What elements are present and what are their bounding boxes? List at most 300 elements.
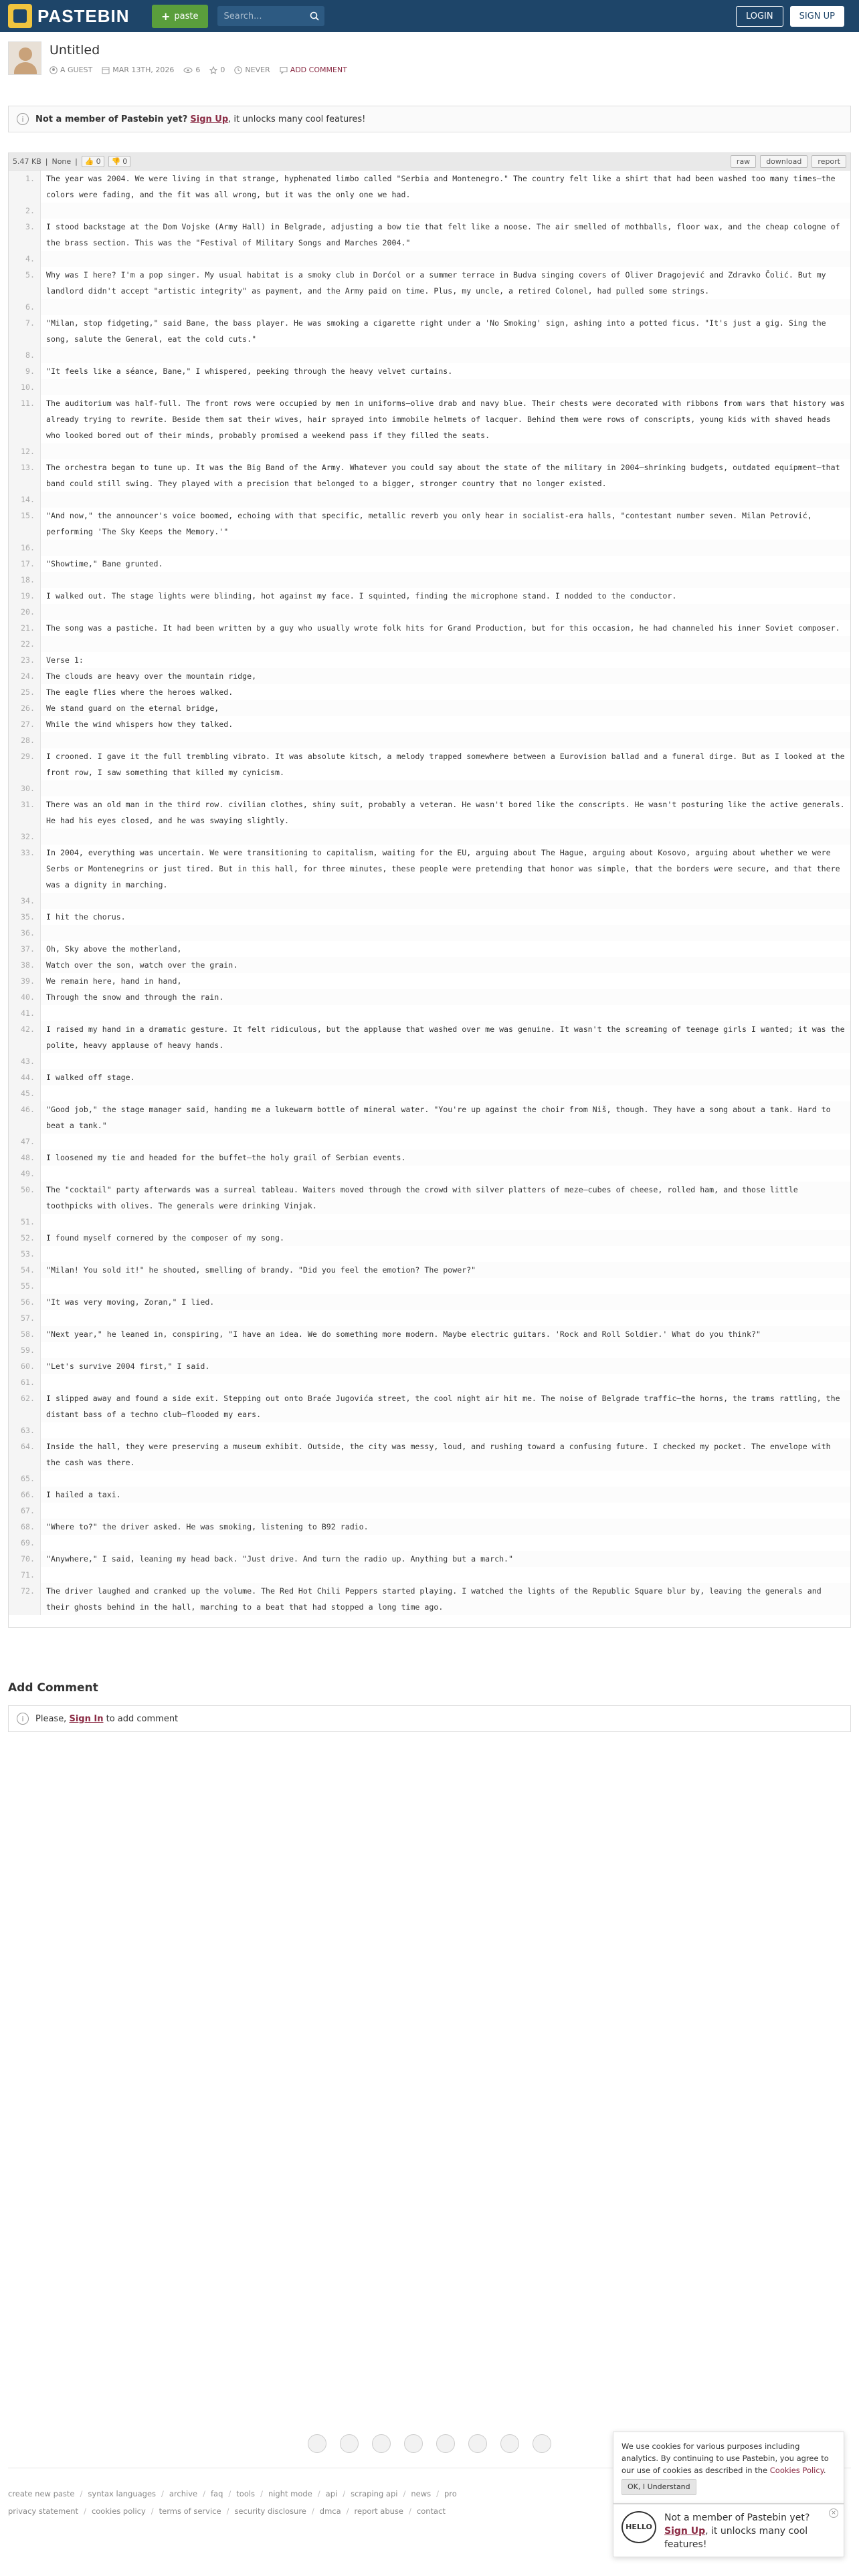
code-line [9, 572, 850, 588]
footer-separator: / [80, 2489, 83, 2498]
line-text [41, 1503, 850, 1519]
line-text: The driver laughed and cranked up the volume. The Red Hot Chili Peppers started playing. I watched the lights of the Republic Square blur by, leaving the generals and their ghosts behind in the hall, marching to a beat that had stopped a long time ago. [41, 1583, 850, 1615]
line-text [41, 636, 850, 652]
code-line [9, 925, 850, 941]
code-line [9, 668, 850, 684]
line-text: "It was very moving, Zoran," I lied. [41, 1294, 850, 1310]
report-button[interactable]: report [812, 155, 846, 168]
line-text: I hit the chorus. [46, 912, 126, 922]
line-number: 61. [9, 1374, 41, 1390]
signin-text [35, 1714, 178, 1724]
add-comment-link[interactable] [280, 66, 347, 74]
code-line [9, 379, 850, 395]
line-text: I hailed a taxi. [41, 1487, 850, 1503]
line-number: 16. [9, 540, 41, 556]
star-icon [209, 66, 217, 74]
line-number: 64. [9, 1438, 41, 1471]
avatar [8, 41, 41, 75]
code-line [9, 620, 850, 636]
code-line [9, 716, 850, 732]
line-number: 51. [9, 1214, 41, 1230]
line-text: I loosened my tie and headed for the buffet—the holy grail of Serbian events. [41, 1150, 850, 1166]
line-text [41, 1005, 850, 1021]
footer-link[interactable]: contact [416, 2506, 446, 2516]
footer-link[interactable]: create new paste [8, 2489, 75, 2498]
post-meta [50, 66, 347, 74]
line-number: 39. [9, 973, 41, 989]
footer-separator: / [226, 2506, 229, 2516]
line-text: I found myself cornered by the composer of my song. [41, 1230, 850, 1246]
footer-separator: / [436, 2489, 439, 2498]
signin-suffix: to add comment [106, 1713, 179, 1724]
cookie-accept-button[interactable]: OK, I Understand [622, 2479, 696, 2495]
footer-link[interactable]: api [325, 2489, 338, 2498]
line-number: 44. [9, 1069, 41, 1085]
eye-icon [183, 66, 193, 74]
line-text: I slipped away and found a side exit. Stepping out onto Braće Jugovića street, the cool night air hit me. The noise of Belgrade traffic—the horns, the trams rattling, the distant bass of a techno club—flooded my ears. [41, 1390, 850, 1422]
signin-prefix: Please, [35, 1713, 67, 1724]
line-text [41, 251, 850, 267]
line-number: 67. [9, 1503, 41, 1519]
code-line [9, 588, 850, 604]
code-line [9, 1487, 850, 1503]
code-line [9, 556, 850, 572]
footer-link[interactable]: news [411, 2489, 432, 2498]
line-number: 30. [9, 780, 41, 796]
footer-separator: / [343, 2489, 346, 2498]
signup-notice [8, 106, 851, 132]
code-line [9, 1262, 850, 1278]
expiry-meta [234, 66, 270, 74]
promo-text [664, 2511, 836, 2550]
paste-size: 5.47 KB [13, 157, 41, 166]
cookie-text: We use cookies for various purposes including analytics. By continuing to use Pastebin, you agree to our use of cookies as described in the [622, 2442, 829, 2475]
code-line [9, 1150, 850, 1166]
footer-separator: / [84, 2506, 86, 2516]
code-line [9, 508, 850, 540]
code-line [9, 492, 850, 508]
line-number: 20. [9, 604, 41, 620]
safari-extension-icon[interactable] [533, 2434, 551, 2453]
footer-link[interactable]: archive [169, 2489, 198, 2498]
info-icon: i [17, 113, 29, 125]
line-number: 8. [9, 347, 41, 363]
firefox-extension-icon[interactable] [340, 2434, 359, 2453]
syntax-label[interactable]: None [52, 157, 72, 166]
line-text [41, 1310, 850, 1326]
plus-icon: + [161, 9, 171, 23]
footer-links-primary [8, 2489, 457, 2498]
code-line [9, 1246, 850, 1262]
line-text [41, 829, 850, 845]
line-text [41, 925, 850, 941]
code-line [9, 347, 850, 363]
toolbar-separator: | [45, 157, 48, 166]
line-number: 46. [9, 1101, 41, 1134]
code-line [9, 1326, 850, 1342]
line-text: The year was 2004. We were living in that strange, hyphenated limbo called "Serbia and Montenegro." The country felt like a shirt that had been washed too many times—the colors were fading, and the fit was all wrong, but it was the only one we had. [46, 174, 840, 199]
line-number: 19. [9, 588, 41, 604]
line-number: 1. [9, 171, 41, 203]
footer-link[interactable]: report abuse [354, 2506, 403, 2516]
code-line [9, 203, 850, 219]
line-number: 22. [9, 636, 41, 652]
code-line [9, 1535, 850, 1551]
like-button[interactable] [82, 156, 104, 167]
line-number: 13. [9, 459, 41, 492]
footer-link[interactable]: tools [236, 2489, 256, 2498]
line-text: The auditorium was half-full. The front rows were occupied by men in uniforms—olive drab and navy blue. Their chests were decorated with ribbons from wars that history was already trying to rewrite. Beside them sat their wives, hair sprayed into immobile helmets of lacquer. Behind them were rows of conscripts, young kids with shaved heads who looked bored out of their minds, probably promised a weekend pass if they filled the seats. [46, 399, 850, 440]
line-number: 66. [9, 1487, 41, 1503]
line-number: 27. [9, 716, 41, 732]
line-text: Oh, Sky above the motherland, [46, 944, 182, 954]
line-text: "And now," the announcer's voice boomed, echoing with that specific, metallic reverb you only hear in socialist-era halls, "contestant number seven. Milan Petrović, performing 'The Sky Keeps the Memory.'" [46, 511, 817, 536]
line-text: "Anywhere," I said, leaning my head back. "Just drive. And turn the radio up. Anything but a march." [41, 1551, 850, 1567]
footer-link[interactable]: night mode [268, 2489, 312, 2498]
code-line [9, 1551, 850, 1567]
line-text: I walked out. The stage lights were blinding, hot against my face. I squinted, finding the microphone stand. I nodded to the conductor. [46, 591, 677, 601]
search-button[interactable] [304, 6, 324, 26]
line-number: 26. [9, 700, 41, 716]
line-text: "Milan! You sold it!" he shouted, smelling of brandy. "Did you feel the emotion? The power?" [41, 1262, 850, 1278]
line-number: 41. [9, 1005, 41, 1021]
line-text [41, 347, 850, 363]
line-text: In 2004, everything was uncertain. We were transitioning to capitalism, waiting for the EU, arguing about The Hague, arguing about Kosovo, arguing about whether we were Serbs or Montenegrins or just tired. But in this hall, for three minutes, these people were pretending that honor was simple, that the borders were secure, and that there was a dignity in marching. [46, 848, 845, 889]
code-line [9, 1583, 850, 1615]
code-line [9, 540, 850, 556]
code-line [9, 652, 850, 668]
line-number: 72. [9, 1583, 41, 1615]
line-number: 71. [9, 1567, 41, 1583]
expiry-value: NEVER [245, 66, 270, 74]
notice-prefix: Not a member of Pastebin yet? [35, 114, 188, 124]
like-count: 0 [96, 157, 101, 166]
code-line [9, 1182, 850, 1214]
line-number: 34. [9, 893, 41, 909]
code-line [9, 1278, 850, 1294]
line-text [41, 1374, 850, 1390]
code-line [9, 1053, 850, 1069]
line-number: 56. [9, 1294, 41, 1310]
code-line [9, 1390, 850, 1422]
windows-app-icon[interactable] [404, 2434, 423, 2453]
footer-separator: / [346, 2506, 349, 2516]
notice-text [35, 114, 365, 124]
line-number: 57. [9, 1310, 41, 1326]
search-bar [217, 6, 324, 26]
code-line [9, 732, 850, 748]
line-text: Inside the hall, they were preserving a museum exhibit. Outside, the city was messy, loud, and rushing toward a confusing future. I checked my pocket. The envelope with the cash was there. [41, 1438, 850, 1471]
android-app-icon[interactable] [436, 2434, 455, 2453]
promo-prefix: Not a member of Pastebin yet? [664, 2512, 810, 2523]
footer-link[interactable]: pro [444, 2489, 457, 2498]
post-date: MAR 13TH, 2026 [112, 66, 175, 74]
line-number: 21. [9, 620, 41, 636]
logo-text: PASTEBIN [37, 5, 130, 26]
code-line [9, 989, 850, 1005]
line-text [41, 732, 850, 748]
line-number: 28. [9, 732, 41, 748]
pastebin-logo-icon [8, 4, 32, 28]
code-line [9, 219, 850, 251]
line-number: 12. [9, 443, 41, 459]
code-line [9, 700, 850, 716]
line-text [41, 299, 850, 315]
line-number: 4. [9, 251, 41, 267]
line-number: 55. [9, 1278, 41, 1294]
code-line [9, 748, 850, 780]
code-line [9, 299, 850, 315]
date-meta [102, 66, 174, 74]
line-text [41, 1246, 850, 1262]
line-number: 43. [9, 1053, 41, 1069]
line-number: 33. [9, 845, 41, 893]
line-text [41, 1085, 850, 1101]
notice-suffix: , it unlocks many cool features! [228, 114, 366, 124]
add-comment-label: ADD COMMENT [290, 66, 347, 74]
line-text [41, 604, 850, 620]
code-line [9, 1471, 850, 1487]
line-text: The orchestra began to tune up. It was the Big Band of the Army. Whatever you could say about the state of the military in 2004—shrinking budgets, outdated equipment—that band could still swing. They played with a precision that belonged to a bigger, stronger country that no longer existed. [46, 463, 845, 488]
pastebin-logo[interactable] [8, 4, 152, 28]
line-number: 59. [9, 1342, 41, 1358]
code-line [9, 1438, 850, 1471]
footer-link[interactable]: syntax languages [88, 2489, 157, 2498]
line-number: 35. [9, 909, 41, 925]
close-icon[interactable]: × [829, 2508, 838, 2518]
line-text [41, 203, 850, 219]
line-text: While the wind whispers how they talked. [46, 720, 233, 729]
signin-link[interactable]: Sign In [69, 1713, 104, 1724]
stars-meta [209, 66, 225, 74]
code-line [9, 893, 850, 909]
info-icon: i [17, 1713, 29, 1725]
line-number: 38. [9, 957, 41, 973]
line-number: 7. [9, 315, 41, 347]
line-text [41, 1278, 850, 1294]
promo-signup-link[interactable]: Sign Up [664, 2526, 706, 2537]
line-text: There was an old man in the third row. civilian clothes, shiny suit, probably a veteran. He wasn't bored like the conscripts. He wasn't posturing like the active generals. He had his eyes closed, and he was swaying slightly. [46, 800, 850, 825]
line-text [41, 1053, 850, 1069]
footer-separator: / [409, 2506, 411, 2516]
line-number: 15. [9, 508, 41, 540]
line-number: 18. [9, 572, 41, 588]
line-number: 24. [9, 668, 41, 684]
line-text: Through the snow and through the rain. [41, 989, 850, 1005]
paste-toolbar [8, 152, 851, 170]
line-text [41, 1535, 850, 1551]
footer-link[interactable]: security disclosure [234, 2506, 306, 2516]
code-line [9, 1085, 850, 1101]
download-button[interactable]: download [760, 155, 807, 168]
line-text [41, 1471, 850, 1487]
line-number: 52. [9, 1230, 41, 1246]
notice-signup-link[interactable]: Sign Up [190, 114, 229, 124]
footer-link[interactable]: terms of service [159, 2506, 221, 2516]
line-text [41, 1567, 850, 1583]
new-paste-button[interactable] [152, 5, 208, 28]
line-text [41, 1134, 850, 1150]
line-text: Why was I here? I'm a pop singer. My usual habitat is a smoky club in Dorćol or a summer terrace in Budva singing covers of Oliver Dragojević and Zdravko Čolić. But my landlord didn't accept "artistic integrity" as payment, and the Army paid on time. Plus, my uncle, a retired Colonel, had pulled some strings. [46, 270, 831, 296]
paste-content[interactable] [8, 170, 851, 1628]
line-text: "It feels like a séance, Bane," I whispered, peeking through the heavy velvet curtains. [46, 366, 453, 376]
code-line [9, 1069, 850, 1085]
footer-link[interactable]: cookies policy [91, 2506, 146, 2516]
code-line [9, 845, 850, 893]
line-number: 53. [9, 1246, 41, 1262]
calendar-icon [102, 66, 110, 74]
chrome-extension-icon[interactable] [308, 2434, 326, 2453]
line-text: "Let's survive 2004 first," I said. [41, 1358, 850, 1374]
line-text [41, 443, 850, 459]
line-number: 9. [9, 363, 41, 379]
line-number: 65. [9, 1471, 41, 1487]
line-number: 40. [9, 989, 41, 1005]
line-text [41, 492, 850, 508]
code-line [9, 1166, 850, 1182]
line-number: 23. [9, 652, 41, 668]
line-text [41, 379, 850, 395]
hello-speech-icon: HELLO [622, 2511, 656, 2543]
line-text: I walked off stage. [41, 1069, 850, 1085]
add-comment-heading: Add Comment [8, 1681, 98, 1695]
line-text: "Good job," the stage manager said, handing me a lukewarm bottle of mineral water. "You're up against the choir from Niš, though. They have a song about a tank. Hard to beat a tank." [41, 1101, 850, 1134]
line-number: 29. [9, 748, 41, 780]
code-line [9, 1214, 850, 1230]
ios-app-icon[interactable] [372, 2434, 391, 2453]
user-icon [50, 66, 58, 74]
mac-app-icon[interactable] [468, 2434, 487, 2453]
code-line [9, 1294, 850, 1310]
code-line [9, 1230, 850, 1246]
footer-link[interactable]: scraping api [351, 2489, 398, 2498]
footer-separator: / [311, 2506, 314, 2516]
code-line [9, 443, 850, 459]
login-button[interactable]: LOGIN [736, 6, 783, 27]
line-number: 45. [9, 1085, 41, 1101]
footer-separator: / [317, 2489, 320, 2498]
line-number: 54. [9, 1262, 41, 1278]
line-text [41, 1166, 850, 1182]
line-number: 36. [9, 925, 41, 941]
line-text: "Next year," he leaned in, conspiring, "I have an idea. We do something more modern. Maybe electric guitars. 'Rock and Roll Soldier.' What do you think?" [41, 1326, 850, 1342]
line-number: 3. [9, 219, 41, 251]
line-text: "Showtime," Bane grunted. [46, 559, 163, 568]
footer-separator: / [203, 2489, 205, 2498]
line-text: The "cocktail" party afterwards was a surreal tableau. Waiters moved through the crowd with silver platters of meze—cubes of cheese, rolled ham, and those little toothpicks with olives. The generals were drinking Vinjak. [41, 1182, 850, 1214]
thumbs-down-icon: 👎 [111, 157, 121, 166]
line-number: 47. [9, 1134, 41, 1150]
line-text [41, 1422, 850, 1438]
line-text: I crooned. I gave it the full trembling vibrato. It was absolute kitsch, a melody trapped somewhere between a Eurovision ballad and a funeral dirge. But as I looked at the front row, I saw something that killed my cynicism. [46, 752, 850, 777]
code-line [9, 1005, 850, 1021]
dislike-button[interactable] [108, 156, 131, 167]
line-text: The clouds are heavy over the mountain ridge, [41, 668, 850, 684]
line-number: 37. [9, 941, 41, 957]
cookie-banner [613, 2432, 844, 2504]
code-line [9, 171, 850, 203]
line-text [41, 540, 850, 556]
line-text [41, 780, 850, 796]
search-input[interactable] [217, 6, 304, 26]
code-line [9, 636, 850, 652]
signup-button[interactable]: SIGN UP [790, 6, 844, 27]
code-line [9, 941, 850, 957]
line-text [41, 893, 850, 909]
code-line [9, 1101, 850, 1134]
cookie-text-end: . [823, 2466, 826, 2475]
page-title: Untitled [50, 43, 100, 58]
clock-icon [234, 66, 242, 74]
line-number: 62. [9, 1390, 41, 1422]
line-text: I stood backstage at the Dom Vojske (Army Hall) in Belgrade, adjusting a bow tie that felt like a noose. The air smelled of mothballs, floor wax, and the cheap cologne of the brass section. This was the "Festival of Military Songs and Marches 2004." [46, 222, 845, 247]
line-number: 17. [9, 556, 41, 572]
footer-separator: / [260, 2489, 263, 2498]
raw-button[interactable]: raw [731, 155, 756, 168]
code-line [9, 1134, 850, 1150]
code-line [9, 363, 850, 379]
line-text: We remain here, hand in hand, [46, 976, 182, 986]
author-name: A GUEST [60, 66, 93, 74]
footer-link[interactable]: privacy statement [8, 2506, 79, 2516]
view-count: 6 [195, 66, 201, 74]
footer-separator: / [161, 2489, 164, 2498]
code-line [9, 829, 850, 845]
line-text: We stand guard on the eternal bridge, [41, 700, 850, 716]
footer-separator: / [151, 2506, 154, 2516]
line-number: 31. [9, 796, 41, 829]
footer-link[interactable]: faq [211, 2489, 223, 2498]
line-number: 69. [9, 1535, 41, 1551]
signup-promo-popup [613, 2504, 844, 2557]
line-text [41, 572, 850, 588]
line-number: 11. [9, 395, 41, 443]
line-text [41, 1214, 850, 1230]
footer-link[interactable]: dmca [319, 2506, 341, 2516]
line-number: 60. [9, 1358, 41, 1374]
top-header [0, 0, 859, 32]
code-line [9, 1342, 850, 1358]
footer-separator: / [403, 2489, 406, 2498]
code-line [9, 1503, 850, 1519]
dislike-count: 0 [122, 157, 128, 166]
line-number: 63. [9, 1422, 41, 1438]
line-number: 70. [9, 1551, 41, 1567]
views-meta [183, 66, 200, 74]
cookies-policy-link[interactable]: Cookies Policy [769, 2466, 824, 2475]
code-line [9, 973, 850, 989]
promo-suffix: , it unlocks many cool features! [664, 2526, 808, 2550]
code-line [9, 796, 850, 829]
line-number: 32. [9, 829, 41, 845]
author-meta [50, 66, 92, 74]
line-number: 58. [9, 1326, 41, 1342]
post-header [0, 32, 859, 106]
thumbs-up-icon: 👍 [84, 157, 94, 166]
line-number: 25. [9, 684, 41, 700]
line-number: 49. [9, 1166, 41, 1182]
signin-notice [8, 1705, 851, 1732]
code-line [9, 1567, 850, 1583]
line-number: 10. [9, 379, 41, 395]
opera-extension-icon[interactable] [500, 2434, 519, 2453]
code-line [9, 459, 850, 492]
code-line [9, 957, 850, 973]
line-text: The song was a pastiche. It had been written by a guy who usually wrote folk hits for Grand Production, but for this occasion, he had channeled his inner Soviet composer. [46, 623, 840, 633]
code-line [9, 1310, 850, 1326]
code-line [9, 395, 850, 443]
code-line [9, 1422, 850, 1438]
